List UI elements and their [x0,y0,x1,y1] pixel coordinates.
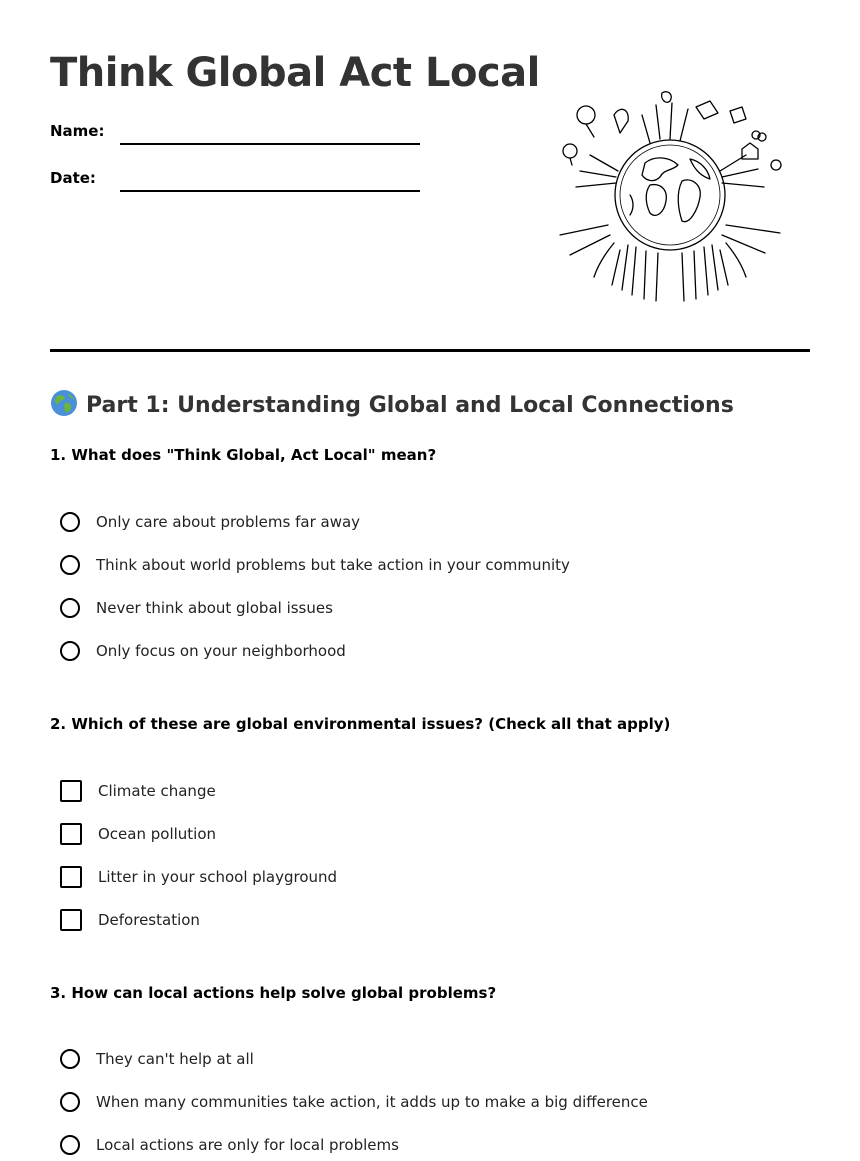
name-field[interactable] [120,143,420,145]
checkbox[interactable] [60,866,82,888]
option-label: Only focus on your neighborhood [96,642,346,660]
question-1: 1. What does "Think Global, Act Local" mean? [50,446,437,464]
q1-option-2[interactable] [60,553,570,577]
worksheet-title: Think Global Act Local [50,50,540,96]
earth-globe-icon [50,389,78,417]
q2-option-4[interactable] [60,908,200,932]
q1-option-3[interactable] [60,596,333,620]
q1-option-4[interactable] [60,639,346,663]
checkbox[interactable] [60,780,82,802]
question-3: 3. How can local actions help solve global problems? [50,984,497,1002]
radio-button[interactable] [60,641,80,661]
q3-option-1[interactable] [60,1047,254,1071]
option-label: Only care about problems far away [96,513,361,531]
q3-option-3[interactable] [60,1133,399,1157]
section-divider [50,349,810,352]
radio-button[interactable] [60,512,80,532]
option-label: Deforestation [98,911,200,929]
option-label: Think about world problems but take action in your community [96,556,570,574]
option-label: Local actions are only for local problems [96,1136,399,1154]
option-label: They can't help at all [96,1050,254,1068]
radio-button[interactable] [60,1092,80,1112]
q2-option-2[interactable] [60,822,216,846]
checkbox[interactable] [60,823,82,845]
radio-button[interactable] [60,598,80,618]
q2-option-3[interactable] [60,865,337,889]
radio-button[interactable] [60,1049,80,1069]
q3-option-2[interactable] [60,1090,648,1114]
option-label: Never think about global issues [96,599,333,617]
option-label: Litter in your school playground [98,868,338,886]
checkbox[interactable] [60,909,82,931]
globe-with-hands-icon [550,85,790,305]
date-field[interactable] [120,190,420,192]
radio-button[interactable] [60,1135,80,1155]
name-label: Name: [50,122,105,140]
q2-option-1[interactable] [60,779,216,803]
radio-button[interactable] [60,555,80,575]
part-1-title: Part 1: Understanding Global and Local Connections [86,393,734,418]
question-2: 2. Which of these are global environmental issues? (Check all that apply) [50,715,671,733]
date-label: Date: [50,169,96,187]
part-1-heading [50,389,734,418]
option-label: Ocean pollution [98,825,217,843]
q1-option-1[interactable] [60,510,360,534]
option-label: When many communities take action, it adds up to make a big difference [96,1093,648,1111]
option-label: Climate change [98,782,216,800]
